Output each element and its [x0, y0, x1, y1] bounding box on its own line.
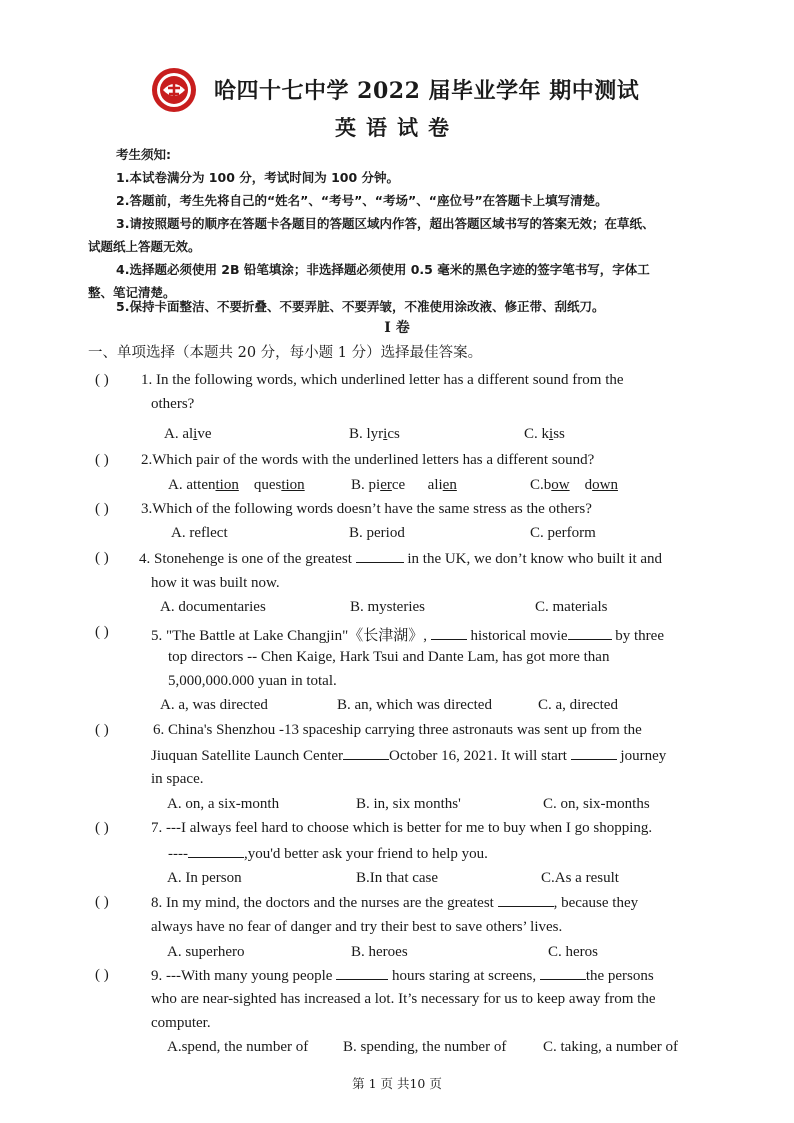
- question-2-option-b[interactable]: B. pierce alien: [351, 477, 457, 493]
- notice-line-2: 2.答题前，考生先将自己的“姓名”、“考号”、“考场”、“座位号”在答题卡上填写清楚。: [116, 193, 608, 208]
- question-8-option-a[interactable]: A. superhero: [167, 944, 245, 960]
- question-5-option-c[interactable]: C. a, directed: [538, 697, 618, 713]
- answer-bracket[interactable]: ( ): [95, 372, 109, 388]
- answer-bracket[interactable]: ( ): [95, 624, 109, 640]
- question-8-option-b[interactable]: B. heroes: [351, 944, 408, 960]
- question-3-option-c[interactable]: C. perform: [530, 525, 596, 541]
- answer-bracket[interactable]: ( ): [95, 550, 109, 566]
- school-logo-icon: [150, 66, 198, 114]
- notice-heading: 考生须知:: [116, 147, 171, 162]
- question-9-stem-cont2: computer.: [151, 1015, 211, 1031]
- question-4-stem: 4. Stonehenge is one of the greatest in the UK, we don’t know who built it and: [139, 551, 663, 567]
- notice-line-3a: 3.请按照题号的顺序在答题卡各题目的答题区域内作答，超出答题区域书写的答案无效；在草纸、: [116, 216, 655, 231]
- question-3-stem: 3.Which of the following words doesn’t have the same stress as the others?: [141, 501, 592, 517]
- question-4-option-b[interactable]: B. mysteries: [350, 599, 425, 615]
- answer-bracket[interactable]: ( ): [95, 894, 109, 910]
- notice-line-5: 5.保持卡面整洁、不要折叠、不要弄脏、不要弄皱，不准使用涂改液、修正带、刮纸刀。: [116, 299, 605, 314]
- question-6-option-a[interactable]: A. on, a six-month: [167, 796, 280, 812]
- answer-bracket[interactable]: ( ): [95, 501, 109, 517]
- question-4-stem-cont: how it was built now.: [151, 575, 280, 591]
- volume-label: I 卷: [384, 320, 410, 336]
- notice-line-4b: 整、笔记清楚。: [88, 285, 176, 300]
- question-9-stem: 9. ---With many young people hours staring at screens, the persons: [151, 968, 654, 984]
- question-7-stem-cont: ---- ,you'd better ask your friend to help you.: [168, 846, 488, 862]
- question-1-option-a[interactable]: A. alive: [164, 426, 212, 442]
- question-1-option-b[interactable]: B. lyrics: [349, 426, 400, 442]
- notice-line-3b: 试题纸上答题无效。: [88, 239, 201, 254]
- question-6-stem-cont2: in space.: [151, 771, 204, 787]
- question-5-option-b[interactable]: B. an, which was directed: [337, 697, 492, 713]
- question-3-option-b[interactable]: B. period: [349, 525, 405, 541]
- question-3-option-a[interactable]: A. reflect: [171, 525, 228, 541]
- question-7-stem: 7. ---I always feel hard to choose which is better for me to buy when I go shopping.: [151, 820, 653, 836]
- answer-bracket[interactable]: ( ): [95, 452, 109, 468]
- notice-line-1: 1.本试卷满分为 100 分，考试时间为 100 分钟。: [116, 170, 400, 185]
- question-2-option-a[interactable]: A. attention question: [168, 477, 305, 493]
- question-8-option-c[interactable]: C. heros: [548, 944, 598, 960]
- section-heading: 一、单项选择（本题共 20 分，每小题 1 分）选择最佳答案。: [88, 345, 483, 361]
- question-1-stem: 1. In the following words, which underlined letter has a different sound from the: [141, 372, 624, 388]
- question-6-stem: 6. China's Shenzhou -13 spaceship carrying three astronauts was sent up from the: [153, 722, 642, 738]
- question-7-option-b[interactable]: B.In that case: [356, 870, 439, 886]
- question-5-stem-cont: top directors -- Chen Kaige, Hark Tsui and Dante Lam, has got more than: [168, 649, 610, 665]
- question-8-stem-cont: always have no fear of danger and try their best to save others’ lives.: [151, 919, 563, 935]
- question-9-option-a[interactable]: A.spend, the number of: [167, 1039, 309, 1055]
- question-1-stem-cont: others?: [151, 396, 195, 412]
- question-5-option-a[interactable]: A. a, was directed: [160, 697, 268, 713]
- page-footer: 第 1 页 共10 页: [352, 1076, 442, 1091]
- question-9-option-b[interactable]: B. spending, the number of: [343, 1039, 507, 1055]
- question-6-option-b[interactable]: B. in, six months': [356, 796, 461, 812]
- answer-bracket[interactable]: ( ): [95, 820, 109, 836]
- answer-bracket[interactable]: ( ): [95, 967, 109, 983]
- question-9-stem-cont: who are near-sighted has increased a lot. It’s necessary for us to keep away from the: [151, 991, 656, 1007]
- question-5-stem-cont2: 5,000,000.000 yuan in total.: [168, 673, 337, 689]
- question-5-stem: 5. "The Battle at Lake Changjin"《长津湖》, historical movie by three: [151, 628, 664, 644]
- answer-bracket[interactable]: ( ): [95, 722, 109, 738]
- paper-title: 英语试卷: [335, 116, 459, 140]
- question-2-stem: 2.Which pair of the words with the underlined letters has a different sound?: [141, 452, 595, 468]
- question-4-option-a[interactable]: A. documentaries: [160, 599, 266, 615]
- question-1-option-c[interactable]: C. kiss: [524, 426, 565, 442]
- question-6-stem-cont: Jiuquan Satellite Launch Center October 16, 2021. It will start journey: [151, 748, 667, 764]
- question-6-option-c[interactable]: C. on, six-months: [543, 796, 650, 812]
- question-9-option-c[interactable]: C. taking, a number of: [543, 1039, 678, 1055]
- question-7-option-a[interactable]: A. In person: [167, 870, 242, 886]
- school-title: 哈四十七中学 2022 届毕业学年 期中测试: [214, 78, 640, 104]
- question-7-option-c[interactable]: C.As a result: [541, 870, 619, 886]
- question-8-stem: 8. In my mind, the doctors and the nurses are the greatest , because they: [151, 895, 639, 911]
- notice-line-4a: 4.选择题必须使用 2B 铅笔填涂；非选择题必须使用 0.5 毫米的黑色字迹的签字笔书写，字体工: [116, 262, 650, 277]
- question-4-option-c[interactable]: C. materials: [535, 599, 608, 615]
- question-2-option-c[interactable]: C.bow down: [530, 477, 618, 493]
